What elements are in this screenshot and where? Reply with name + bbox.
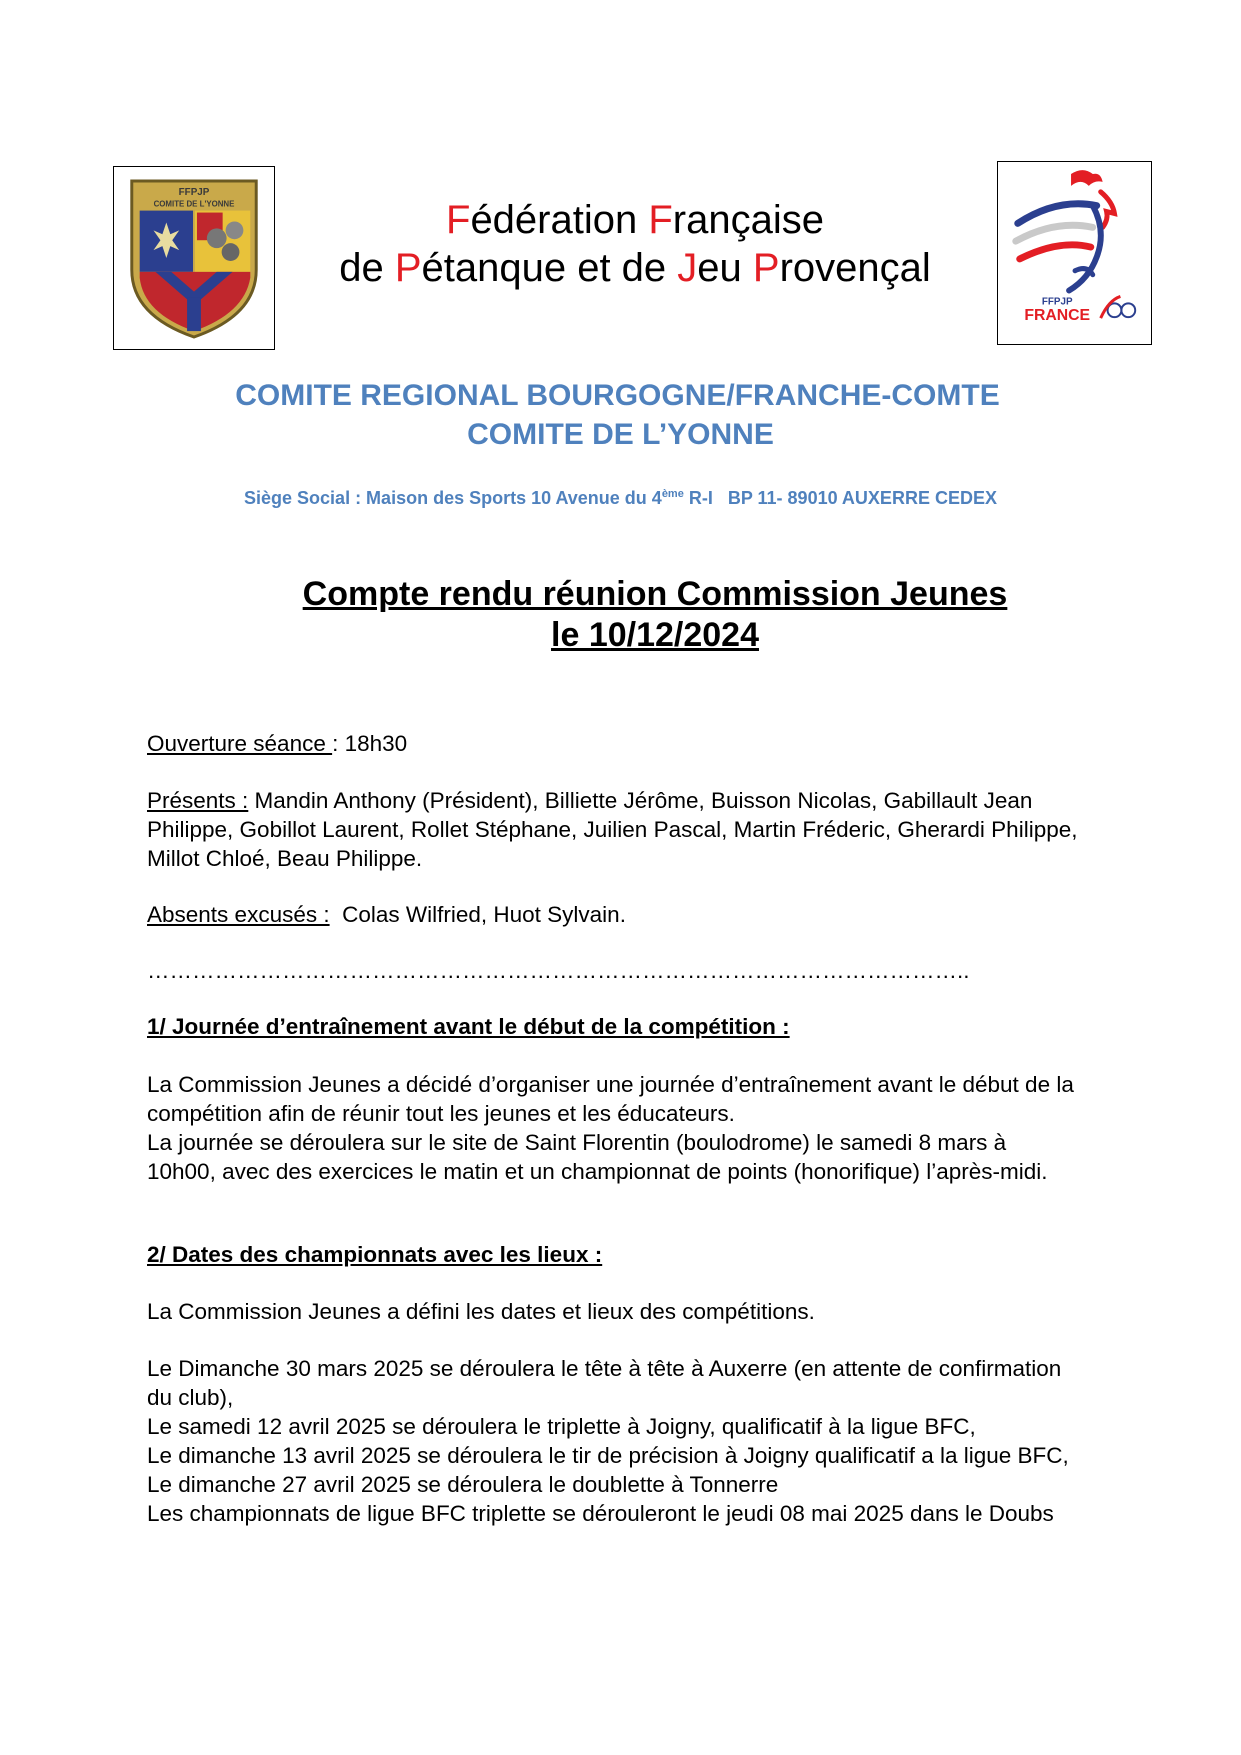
ffpjp-comite-yonne-crest-icon [114, 167, 274, 349]
title-text-segment: eu [697, 246, 753, 290]
date-line: Le dimanche 13 avril 2025 se déroulera le tir de précision à Joigny qualificatif a la ligue BFC, [147, 1443, 1069, 1468]
date-line: Le Dimanche 30 mars 2025 se déroulera le tête à tête à Auxerre (en attente de confirmation du club), [147, 1356, 1062, 1410]
title-text-segment: de [339, 246, 395, 290]
absents-excuses [147, 900, 1097, 929]
ouverture-label: Ouverture séance [147, 731, 333, 756]
section2-heading: 2/ Dates des championnats avec les lieux : [147, 1242, 603, 1267]
section1-text-1: La Commission Jeunes a décidé d’organiser une journée d’entraînement avant le début de la compétition afin de réunir tout les jeunes et les éducateurs. [147, 1072, 1074, 1126]
ouverture-value: : 18h30 [332, 731, 408, 756]
section2-intro: La Commission Jeunes a défini les dates et lieux des compétitions. [147, 1299, 815, 1324]
document-title-line2: le 10/12/2024 [551, 616, 759, 654]
title-initial-letter: F [648, 198, 673, 242]
absents-value: Colas Wilfried, Huot Sylvain. [329, 902, 626, 927]
date-line: Les championnats de ligue BFC triplette se dérouleront le jeudi 08 mai 2025 dans le Doubs [147, 1501, 1054, 1526]
title-initial-letter: P [394, 246, 422, 290]
section2-dates [147, 1354, 1082, 1528]
crest-bottom-lettering: COMITE DE L'YONNE [153, 199, 235, 209]
section1-heading: 1/ Journée d’entraînement avant le début de la compétition : [147, 1014, 790, 1039]
separator-dots: ……………………………………………………………………………………………….. [147, 958, 970, 983]
presents-label: Présents : [147, 788, 249, 813]
absents-label: Absents excusés : [147, 902, 330, 927]
title-initial-letter: F [446, 198, 471, 242]
siege-text-after: R-I BP 11- 89010 AUXERRE CEDEX [683, 488, 997, 508]
left-logo [113, 166, 275, 350]
siege-superscript: ème [661, 488, 684, 500]
title-initial-letter: J [677, 246, 698, 290]
date-line: Le samedi 12 avril 2025 se déroulera le triplette à Joigny, qualificatif à la ligue BFC, [147, 1414, 976, 1439]
title-text-segment: édération [470, 198, 649, 242]
ouverture-seance [147, 729, 1097, 758]
document-title-line1: Compte rendu réunion Commission Jeunes [302, 575, 1008, 613]
title-text-segment: rovençal [779, 246, 931, 290]
comite-yonne: COMITE DE L’YONNE [467, 418, 774, 451]
title-text-segment: rançaise [672, 198, 824, 242]
comite-regional: COMITE REGIONAL BOURGOGNE/FRANCHE-COMTE [235, 379, 1000, 412]
presents-value: Mandin Anthony (Président), Billiette Jérôme, Buisson Nicolas, Gabillault Jean Philippe, Gobillot Laurent, Rollet Stéphane, Juilien Pascal, Martin Fréderic, Gherardi Philippe, Millot Chloé, Beau Philippe. [147, 788, 1078, 871]
siege-text-before: Siège Social : Maison des Sports 10 Avenue du 4 [244, 488, 662, 508]
federation-title-line1 [280, 196, 990, 244]
title-initial-letter: P [752, 246, 780, 290]
siege-social [0, 482, 1241, 510]
ffpjp-france-rooster-icon [998, 162, 1151, 344]
federation-title-line2 [280, 244, 990, 292]
rooster-logo-small-text: FFPJP [1041, 296, 1073, 308]
presents [147, 786, 1082, 873]
rooster-logo-big-text: FRANCE [1024, 307, 1091, 325]
date-line: Le dimanche 27 avril 2025 se déroulera le doublette à Tonnerre [147, 1472, 779, 1497]
title-text-segment: étanque et de [421, 246, 678, 290]
right-logo [997, 161, 1152, 345]
section1-paragraph [147, 1070, 1077, 1186]
crest-top-lettering: FFPJP [178, 186, 210, 198]
section1-text-2: La journée se déroulera sur le site de Saint Florentin (boulodrome) le samedi 8 mars à 10h00, avec des exercices le matin et un championnat de points (honorifique) l’après-midi. [147, 1130, 1048, 1184]
